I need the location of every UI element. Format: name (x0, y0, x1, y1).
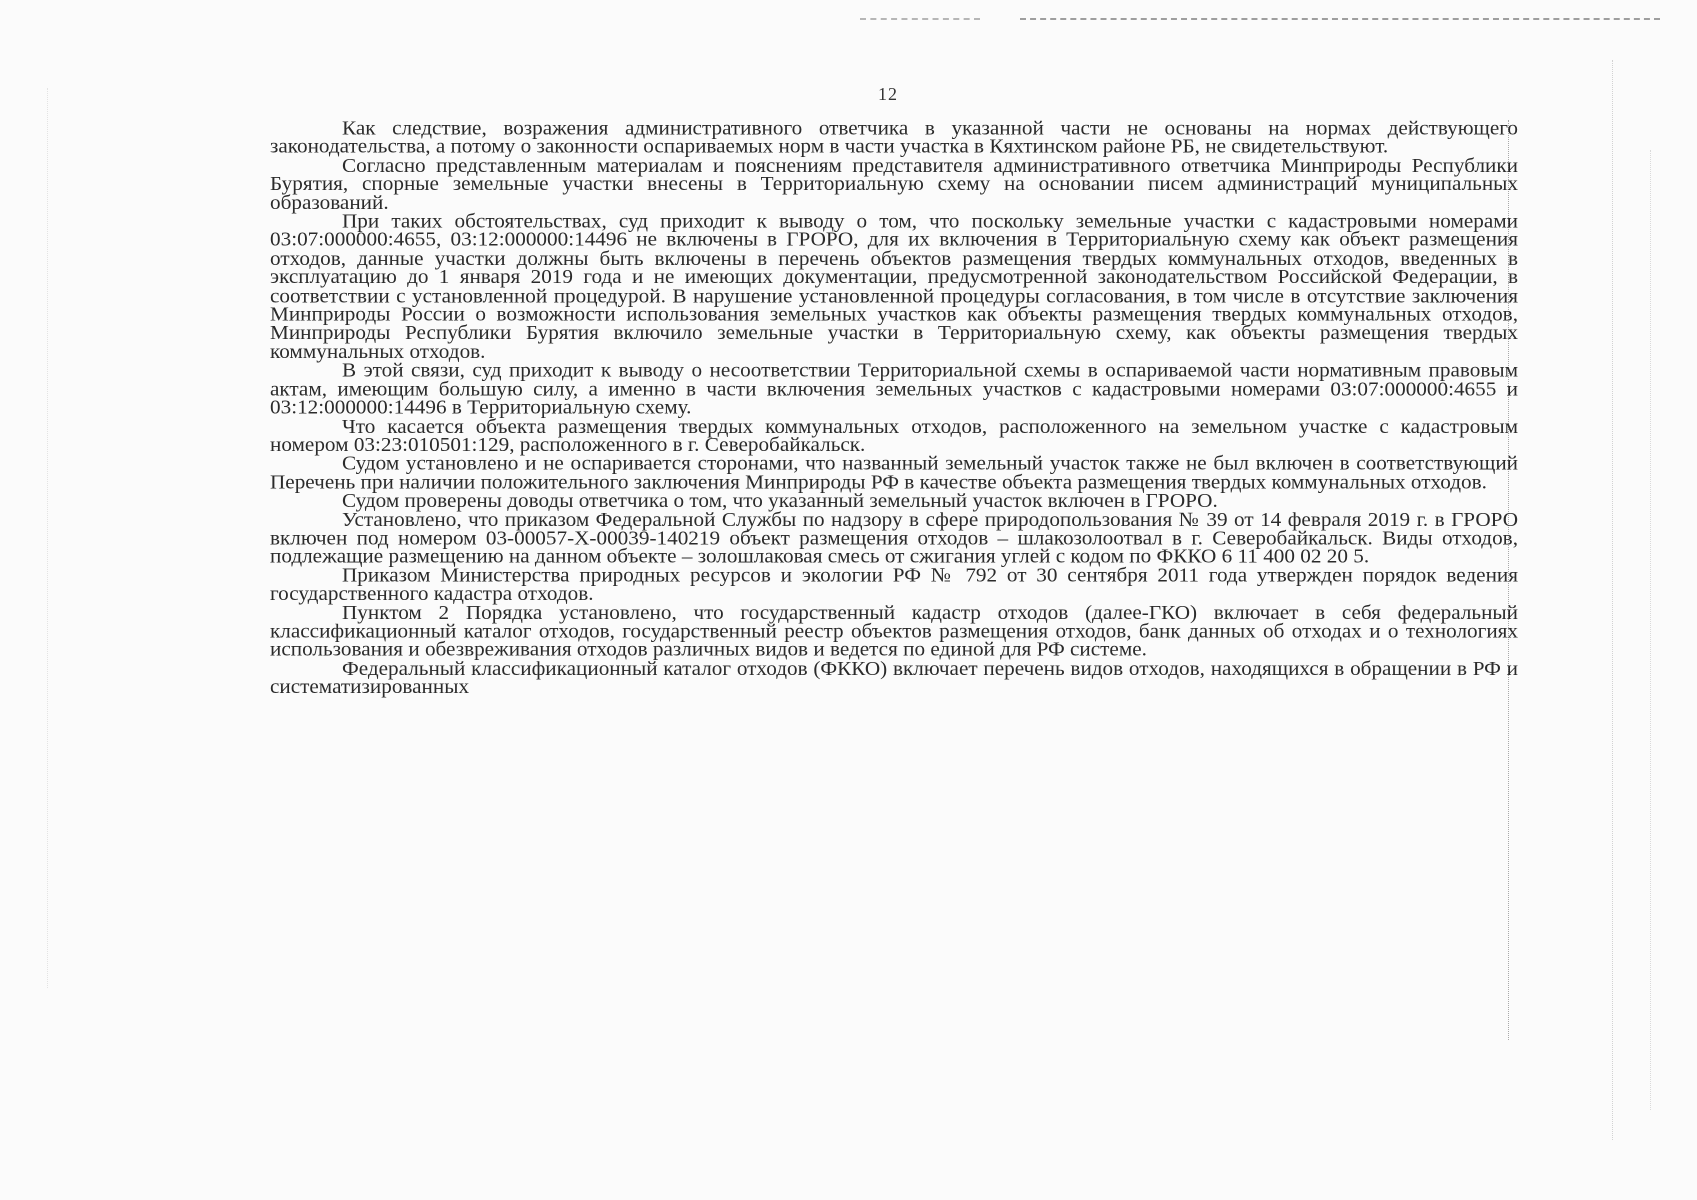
paragraph: Судом проверены доводы ответчика о том, что указанный земельный участок включен в ГРОРО. (342, 488, 1218, 512)
scan-artifact-top-rule (1020, 18, 1660, 20)
paragraph: Приказом Министерства природных ресурсов и экологии РФ № 792 от 30 сентября 2011 года утвержден порядок ведения государственного кадастра отходов. (270, 563, 1518, 605)
paragraph: Пунктом 2 Порядка установлено, что государственный кадастр отходов (далее-ГКО) включает в себя федеральный классификационный каталог отходов, государственный реестр объектов размещения отходов, банк данных об отходах и о технологиях использования и обезвреживания отходов различных видов и ведется по единой для РФ системе. (270, 600, 1518, 661)
paragraph: Как следствие, возражения административного ответчика в указанной части не основаны на нормах действующего законодательства, а потому о законности оспариваемых норм в части участка в Кяхтинском районе РБ, не свидетельствуют. (270, 116, 1518, 158)
paragraph: Согласно представленным материалам и пояснениям представителя административного ответчика Минприроды Республики Бурятия, спорные земельные участки внесены в Территориальную схему на основании писем администраций муниципальных образований. (270, 153, 1518, 214)
scan-artifact-top-rule-short (860, 18, 980, 20)
paragraph: Судом установлено и не оспаривается сторонами, что названный земельный участок также не был включен в соответствующий Перечень при наличии положительного заключения Минприроды РФ в качестве объекта размещения твердых коммунальных отходов. (270, 451, 1518, 494)
paragraph: Что касается объекта размещения твердых коммунальных отходов, расположенного на земельном участке с кадастровым номером 03:23:010501:129, расположенного в г. Северобайкальск. (270, 414, 1518, 456)
scan-artifact-left-edge (47, 88, 48, 988)
paragraph: Установлено, что приказом Федеральной Службы по надзору в сфере природопользования № 39 от 14 февраля 2019 г. в ГРОРО включен под номером 03-00057-Х-00039-140219 объект размещения отходов – шлакозолоотвал в г. Северобайкальск. Виды отходов, подлежащие размещению на данном объекте – золошлаковая смесь от сжигания углей с кодом по ФККО 6 11 400 02 20 5. (270, 507, 1518, 568)
document-body (270, 116, 1518, 699)
scan-artifact-page-edge-outer (1650, 150, 1651, 1110)
paragraph: Федеральный классификационный каталог отходов (ФККО) включает перечень видов отходов, находящихся в обращении в РФ и систематизированных (270, 656, 1518, 699)
scan-artifact-page-edge (1612, 60, 1613, 1140)
paragraph: При таких обстоятельствах, суд приходит к выводу о том, что поскольку земельные участки с кадастровыми номерами 03:07:000000:4655, 03:12:000000:14496 не включены в ГРОРО, для их включения в Территориальную схему как объект размещения отходов, данные участки должны быть включены в перечень объектов размещения твердых коммунальных отходов, введенных в эксплуатацию до 1 января 2019 года и не имеющих документации, предусмотренной законодательством Российской Федерации, в соответствии с установленной процедурой. В нарушение установленной процедуры согласования, в том числе в отсутствие заключения Минприроды России о возможности использования земельных участков как объекты размещения твердых коммунальных отходов, Минприроды Республики Бурятия включило земельные участки в Территориальную схему, как объекты размещения твердых коммунальных отходов. (270, 209, 1518, 363)
paragraph: В этой связи, суд приходит к выводу о несоответствии Территориальной схемы в оспариваемой части нормативным правовым актам, имеющим большую силу, а именно в части включения земельных участков с кадастровыми номерами 03:07:000000:4655 и 03:12:000000:14496 в Территориальную схему. (270, 358, 1518, 419)
page-number: 12 (878, 84, 898, 104)
